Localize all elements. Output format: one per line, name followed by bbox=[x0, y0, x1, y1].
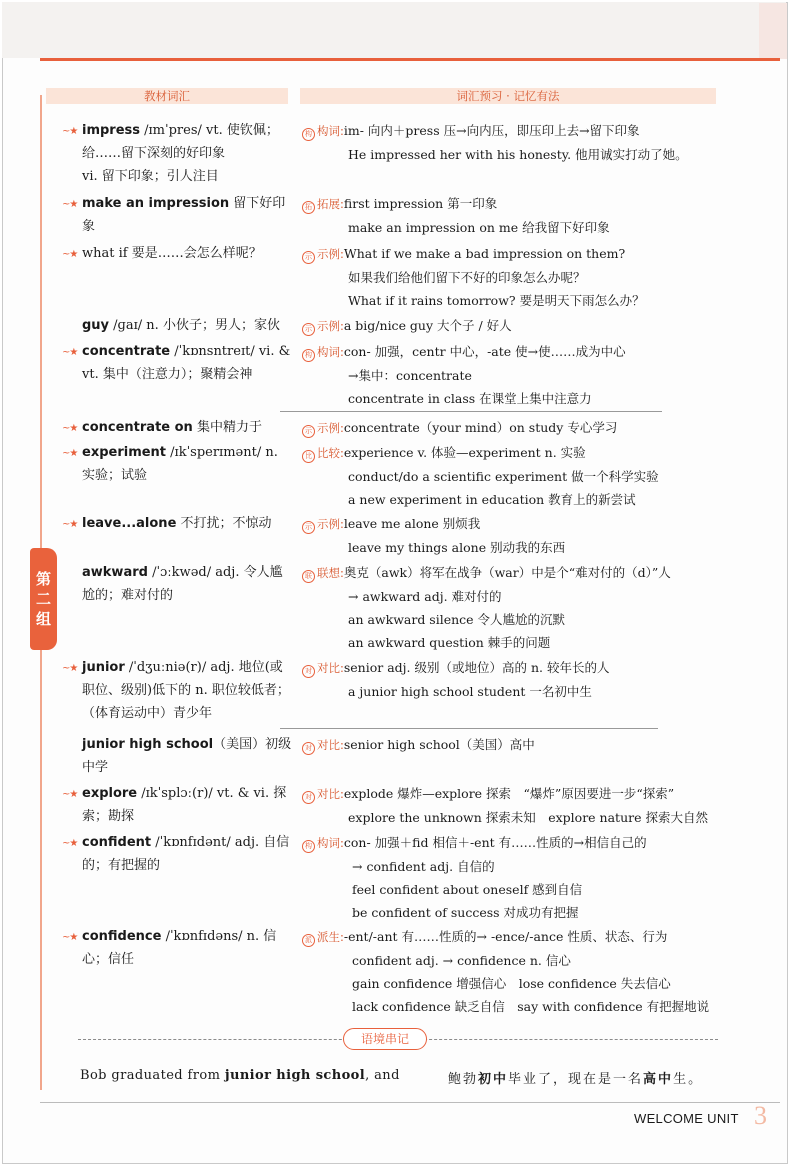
note-type-icon: 示 bbox=[302, 251, 315, 264]
headword: concentrate bbox=[82, 344, 171, 359]
entry-explore bbox=[62, 782, 294, 828]
context-text: 毕业了，现在是一名 bbox=[508, 1072, 644, 1087]
note-line: explore the unknown 探索未知 explore nature 探索大自然 bbox=[348, 810, 708, 825]
headword: junior high school bbox=[82, 737, 214, 752]
note-line: a big/nice guy 大个子 / 好人 bbox=[343, 318, 512, 333]
headword: awkward bbox=[82, 565, 148, 580]
note-line: leave my things alone 别动我的东西 bbox=[348, 540, 566, 555]
note-tag: 对比 bbox=[317, 787, 340, 801]
definition: （美国）初级中学 bbox=[82, 737, 292, 775]
note-line: 如果我们给他们留下不好的印象怎么办呢？ bbox=[348, 270, 586, 285]
note-type-icon: 对 bbox=[302, 791, 315, 804]
key-star-icon: ~★ bbox=[62, 423, 78, 434]
note-junior: 对 对比:senior adj. 级别（或地位）高的 n. 较年长的人 a junior high school student 一名初中生 bbox=[302, 656, 742, 703]
note-type-icon: 构 bbox=[302, 840, 315, 853]
note-line: con- 加强＋fid 相信＋-ent 有……性质的→相信自己的 bbox=[343, 835, 647, 850]
key-star-icon: ~★ bbox=[62, 448, 78, 459]
note-type-icon: 构 bbox=[302, 128, 315, 141]
note-line: He impressed her with his honesty. 他用诚实打动了她。 bbox=[348, 147, 688, 162]
definition-extra: vi. 留下印象；引人注目 bbox=[82, 169, 219, 184]
note-experiment: 比 比较:experience v. 体验—experiment n. 实验 conduct/do a scientific experiment 做一个科学实验 a new experiment in education 教育上的新尝试 bbox=[302, 441, 742, 511]
note-line: → confident adj. 自信的 bbox=[352, 859, 495, 874]
note-line: -ent/-ant 有……性质的→ -ence/-ance 性质、状态、行为 bbox=[343, 929, 668, 944]
definition: /ɪkˈsperɪmənt/ n. 实验；试验 bbox=[82, 445, 278, 483]
note-type-icon: 拓 bbox=[302, 201, 315, 214]
headword: leave...alone bbox=[82, 516, 177, 531]
note-line: →集中：concentrate bbox=[348, 368, 472, 383]
definition: 不打扰；不惊动 bbox=[176, 516, 272, 531]
note-type-icon: 示 bbox=[302, 521, 315, 534]
note-line: an awkward silence 令人尴尬的沉默 bbox=[348, 612, 566, 627]
entry-concentrate-on bbox=[62, 416, 294, 439]
context-text: , and bbox=[365, 1068, 400, 1083]
key-star-icon: ~★ bbox=[62, 347, 78, 358]
note-tag: 对比 bbox=[317, 661, 340, 675]
entry-make-an-impression bbox=[62, 192, 294, 238]
context-text: 鲍勃 bbox=[448, 1072, 479, 1087]
context-text: Bob graduated from bbox=[80, 1068, 225, 1083]
note-type-icon: 对 bbox=[302, 742, 315, 755]
section-tab-char: 第 bbox=[35, 570, 51, 588]
key-star-icon: ~★ bbox=[62, 932, 78, 943]
entry-what-if bbox=[62, 242, 294, 265]
note-line: con- 加强，centr 中心，-ate 使→使……成为中心 bbox=[343, 344, 626, 359]
top-rule bbox=[40, 58, 780, 61]
note-line: → awkward adj. 难对付的 bbox=[348, 589, 502, 604]
note-line: first impression 第一印象 bbox=[343, 196, 498, 211]
note-tag: 构词 bbox=[317, 836, 340, 850]
definition: /ˈkɒnfɪdəns/ n. 信心；信任 bbox=[82, 929, 277, 967]
definition: 留下好印象 bbox=[82, 196, 286, 234]
corner-decoration bbox=[759, 3, 787, 59]
definition: /ˈkɒnsntreɪt/ vi. & vt. 集中（注意力）；聚精会神 bbox=[82, 344, 291, 382]
note-tag: 构词 bbox=[317, 124, 340, 138]
context-keyword: 初中 bbox=[478, 1072, 509, 1087]
key-star-icon: ~★ bbox=[62, 838, 78, 849]
note-confidence: 派 派生:-ent/-ant 有……性质的→ -ence/-ance 性质、状态、行为 confident adj. → confidence n. 信心 gain confidence 增强信心 lose confidence 失去信心 lack confidence 缺乏自信 say with confidence 有把握地说 bbox=[302, 925, 742, 1018]
section-tab-char: 组 bbox=[35, 610, 51, 628]
key-star-icon: ~★ bbox=[62, 519, 78, 530]
entry-experiment bbox=[62, 441, 294, 487]
note-type-icon: 联 bbox=[302, 570, 315, 583]
note-line: What if it rains tomorrow? 要是明天下雨怎么办？ bbox=[348, 293, 645, 308]
footer-rule bbox=[40, 1102, 780, 1103]
section-tab-char: 二 bbox=[35, 590, 51, 608]
note-line: be confident of success 对成功有把握 bbox=[352, 905, 579, 920]
note-junior-high-school: 对 对比:senior high school（美国）高中 bbox=[302, 733, 742, 757]
note-concentrate: 构 构词:con- 加强，centr 中心，-ate 使→使……成为中心 →集中：concentrate concentrate in class 在课堂上集中注意力 bbox=[302, 340, 742, 410]
note-line: im- 向内＋press 压→向内压，即压印上去→留下印象 bbox=[343, 123, 640, 138]
definition: what if 要是……会怎么样呢？ bbox=[82, 246, 262, 261]
key-star-icon: ~★ bbox=[62, 199, 78, 210]
note-leave-alone: 示 示例:leave me alone 别烦我 leave my things alone 别动我的东西 bbox=[302, 512, 742, 559]
context-keyword: junior high school bbox=[224, 1068, 366, 1083]
definition: /ɪmˈpres/ vt. 使钦佩；给……留下深刻的好印象 bbox=[82, 123, 279, 161]
note-line: conduct/do a scientific experiment 做一个科学实验 bbox=[348, 469, 659, 484]
context-text: 生。 bbox=[673, 1072, 704, 1087]
note-explore: 对 对比:explode 爆炸—explore 探索 “爆炸”原因要进一步“探索” explore the unknown 探索未知 explore nature 探索大自然 bbox=[302, 782, 742, 829]
top-strip bbox=[2, 2, 786, 58]
note-tag: 示例 bbox=[317, 517, 340, 531]
note-line: make an impression on me 给我留下好印象 bbox=[348, 220, 610, 235]
definition: 集中精力于 bbox=[192, 420, 262, 435]
headword: make an impression bbox=[82, 196, 230, 211]
headword: impress bbox=[82, 123, 141, 138]
entry-confidence bbox=[62, 925, 294, 971]
context-chinese bbox=[448, 1068, 703, 1087]
definition: /ˈdʒuːniə(r)/ adj. 地位(或职位、级别)低下的 n. 职位较低者；（体育运动中）青少年 bbox=[82, 660, 290, 721]
note-line: What if we make a bad impression on them? bbox=[343, 246, 626, 261]
entry-concentrate bbox=[62, 340, 294, 386]
note-line: feel confident about oneself 感到自信 bbox=[352, 882, 583, 897]
definition: /ɡaɪ/ n. 小伙子；男人；家伙 bbox=[109, 318, 280, 333]
key-star-icon: ~★ bbox=[62, 663, 78, 674]
key-star-icon: ~★ bbox=[62, 249, 78, 260]
note-line: concentrate（your mind）on study 专心学习 bbox=[343, 420, 618, 435]
note-type-icon: 派 bbox=[302, 934, 315, 947]
note-tag: 构词 bbox=[317, 345, 340, 359]
note-tag: 示例 bbox=[317, 319, 340, 333]
note-line: experience v. 体验—experiment n. 实验 bbox=[343, 445, 586, 460]
headword: guy bbox=[82, 318, 110, 333]
note-line: 奥克（awk）将军在战争（war）中是个“难对付的（d）”人 bbox=[343, 565, 671, 580]
note-line: senior high school（美国）高中 bbox=[343, 737, 535, 752]
note-type-icon: 示 bbox=[302, 323, 315, 336]
column-header-memory: 词汇预习 · 记忆有法 bbox=[300, 88, 716, 104]
definition: /ˈkɒnfɪdənt/ adj. 自信的；有把握的 bbox=[82, 835, 290, 873]
note-guy: 示 示例:a big/nice guy 大个子 / 好人 bbox=[302, 314, 742, 338]
entry-guy bbox=[62, 314, 294, 337]
divider bbox=[280, 728, 658, 729]
section-tab bbox=[30, 548, 57, 650]
note-tag: 示例 bbox=[317, 421, 340, 435]
entry-junior-high-school bbox=[62, 733, 294, 779]
page-number: 3 bbox=[754, 1101, 767, 1130]
note-awkward: 联 联想:奥克（awk）将军在战争（war）中是个“难对付的（d）”人 → awkward adj. 难对付的 an awkward silence 令人尴尬的沉默 an awkward question 棘手的问题 bbox=[302, 561, 742, 654]
note-type-icon: 比 bbox=[302, 450, 315, 463]
note-tag: 比较 bbox=[317, 446, 340, 460]
divider bbox=[280, 411, 662, 412]
footer-unit: WELCOME UNIT bbox=[634, 1111, 739, 1126]
note-line: explode 爆炸—explore 探索 “爆炸”原因要进一步“探索” bbox=[343, 786, 675, 801]
entry-leave-alone bbox=[62, 512, 294, 535]
note-type-icon: 示 bbox=[302, 425, 315, 438]
headword: explore bbox=[82, 786, 138, 801]
note-line: leave me alone 别烦我 bbox=[343, 516, 481, 531]
note-what-if: 示 示例:What if we make a bad impression on them? 如果我们给他们留下不好的印象怎么办呢？ What if it rains tomorrow? 要是明天下雨怎么办？ bbox=[302, 242, 742, 312]
headword: concentrate on bbox=[82, 420, 193, 435]
entry-confident bbox=[62, 831, 294, 877]
entry-awkward bbox=[62, 561, 294, 607]
note-line: gain confidence 增强信心 lose confidence 失去信心 bbox=[352, 976, 671, 991]
note-line: a new experiment in education 教育上的新尝试 bbox=[348, 492, 636, 507]
context-label: 语境串记 bbox=[343, 1028, 427, 1050]
note-line: lack confidence 缺乏自信 say with confidence 有把握地说 bbox=[352, 999, 710, 1014]
key-star-icon: ~★ bbox=[62, 126, 78, 137]
context-english bbox=[80, 1068, 400, 1083]
key-star-icon: ~★ bbox=[62, 789, 78, 800]
note-type-icon: 构 bbox=[302, 349, 315, 362]
entry-junior bbox=[62, 656, 294, 725]
note-impress: 构 构词:im- 向内＋press 压→向内压，即压印上去→留下印象 He impressed her with his honesty. 他用诚实打动了她。 bbox=[302, 119, 742, 166]
note-confident: 构 构词:con- 加强＋fid 相信＋-ent 有……性质的→相信自己的 → confident adj. 自信的 feel confident about oneself 感到自信 be confident of success 对成功有把握 bbox=[302, 831, 742, 924]
headword: junior bbox=[82, 660, 125, 675]
note-line: senior adj. 级别（或地位）高的 n. 较年长的人 bbox=[343, 660, 610, 675]
note-tag: 派生 bbox=[317, 930, 340, 944]
note-tag: 联想 bbox=[317, 566, 340, 580]
note-line: concentrate in class 在课堂上集中注意力 bbox=[348, 391, 592, 406]
note-tag: 拓展 bbox=[317, 197, 340, 211]
note-tag: 对比 bbox=[317, 738, 340, 752]
definition: /ɪkˈsplɔː(r)/ vt. & vi. 探索；勘探 bbox=[82, 786, 287, 824]
headword: confidence bbox=[82, 929, 162, 944]
note-line: a junior high school student 一名初中生 bbox=[348, 684, 592, 699]
column-header-vocab: 教材词汇 bbox=[46, 88, 288, 104]
note-type-icon: 对 bbox=[302, 665, 315, 678]
note-line: confident adj. → confidence n. 信心 bbox=[352, 953, 571, 968]
headword: experiment bbox=[82, 445, 167, 460]
note-concentrate-on: 示 示例:concentrate（your mind）on study 专心学习 bbox=[302, 416, 742, 440]
note-line: an awkward question 棘手的问题 bbox=[348, 635, 551, 650]
entry-impress bbox=[62, 119, 294, 188]
context-keyword: 高中 bbox=[643, 1072, 674, 1087]
note-make-impression: 拓 拓展:first impression 第一印象 make an impression on me 给我留下好印象 bbox=[302, 192, 742, 239]
note-tag: 示例 bbox=[317, 247, 340, 261]
definition: /ˈɔːkwəd/ adj. 令人尴尬的；难对付的 bbox=[82, 565, 283, 603]
headword: confident bbox=[82, 835, 152, 850]
